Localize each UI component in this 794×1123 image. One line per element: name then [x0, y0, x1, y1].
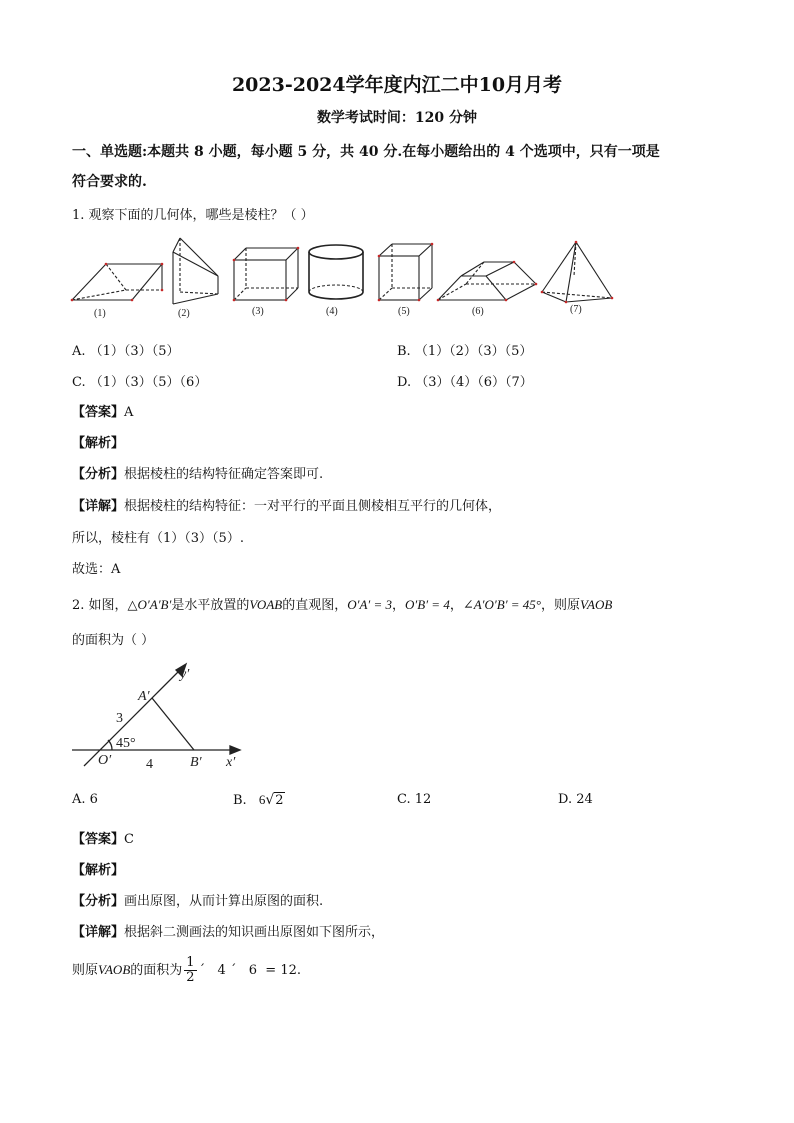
q1-stem: 1. 观察下面的几何体，哪些是棱柱？（ ） [72, 208, 314, 223]
q2-oblique-figure [68, 658, 258, 776]
q2-stem-line2: 的面积为（ ） [72, 633, 155, 648]
solid-5-prism [379, 244, 432, 300]
exam-time-subtitle: 数学考试时间：120 分钟 [316, 110, 478, 126]
q2-final-rest: ´ 4 ´ 6 = 12. [198, 963, 301, 978]
x-axis-arrow-icon [230, 746, 240, 754]
solid-label-5: (5) [398, 306, 410, 317]
solid-label-1: (1) [94, 308, 106, 319]
angle-arc [108, 740, 112, 750]
q2-option-b[interactable] [233, 792, 285, 808]
solid-3-cuboid [234, 248, 298, 300]
q2-stem-a: 2. 如图， [72, 598, 128, 613]
q2-fenxi-line [72, 890, 323, 909]
q2-sep1: ， [392, 598, 406, 613]
q2-detail-line [72, 921, 384, 940]
fenxi-tag: 【分析】 [72, 894, 125, 909]
q2-triangle-prime: △O′A′B′ [127, 597, 172, 612]
q1-answer: A [124, 405, 134, 420]
q2-answer: C [124, 832, 134, 847]
label-y-axis: y′ [180, 667, 190, 682]
answer-tag: 【答案】 [72, 832, 125, 847]
solid-7-pyramid [542, 242, 612, 302]
q2-stem-b: 是水平放置的 [171, 598, 250, 613]
page-title: 2023-2024学年度内江二中10月月考 [231, 74, 563, 96]
q1-option-a[interactable]: A. （1）（3）（5） [72, 344, 180, 359]
q1-option-b[interactable]: B. （1）（2）（3）（5） [397, 344, 533, 359]
sqrt-icon: √ [265, 792, 275, 808]
label-point-o: O′ [98, 753, 112, 768]
solid-label-7: (7) [570, 304, 582, 315]
q1-solids-figure [66, 234, 626, 324]
q2-option-b-prefix: B. [233, 793, 247, 808]
label-len-oa: 3 [116, 711, 123, 726]
q2-stem [72, 594, 612, 613]
q2-fenxi: 画出原图，从而计算出原图的面积. [124, 894, 324, 909]
q1-conclusion: 所以，棱柱有（1）（3）（5）. [72, 531, 244, 546]
q2-triangle-oab: VOAB [249, 597, 283, 612]
q2-stem-c: 的直观图， [282, 598, 348, 613]
solid-1-triangular-prism [72, 264, 162, 300]
q1-option-c[interactable]: C. （1）（3）（5）（6） [72, 375, 208, 390]
analysis-tag: 【解析】 [72, 436, 125, 451]
q2-final-b: 的面积为 [130, 963, 183, 978]
solid-4-cylinder [309, 245, 363, 299]
q1-analysis-tag [72, 432, 124, 451]
q1-fenxi-line [72, 463, 323, 482]
solid-2-frustum [173, 238, 218, 304]
answer-tag: 【答案】 [72, 405, 125, 420]
q1-option-d[interactable]: D. （3）（4）（6）（7） [397, 375, 533, 390]
q2-detail: 根据斜二测画法的知识画出原图如下图所示， [124, 925, 385, 940]
solid-6-trapezoidal-prism [438, 262, 536, 300]
solid-label-3: (3) [252, 306, 264, 317]
solid-label-2: (2) [178, 308, 190, 319]
q2-triangle-aob: VAOB [580, 597, 613, 612]
q2-final-aob: VAOB [98, 962, 131, 977]
solid-label-6: (6) [472, 306, 484, 317]
q1-detail: 根据棱柱的结构特征：一对平行的平面且侧棱相互平行的几何体， [124, 499, 502, 514]
q1-choose: 故选：A [72, 562, 121, 577]
detail-tag: 【详解】 [72, 499, 125, 514]
section-heading-cont: 符合要求的. [72, 174, 147, 190]
q2-option-d[interactable]: D. 24 [558, 792, 593, 807]
label-point-a: A′ [138, 689, 150, 704]
q1-fenxi: 根据棱柱的结构特征确定答案即可. [124, 467, 324, 482]
q2-option-b-radicand: 2 [275, 793, 284, 808]
q2-stem-d: ，则原 [541, 598, 581, 613]
label-len-ob: 4 [146, 757, 153, 772]
q2-cond-angle: ∠A′O′B′ = 45° [462, 597, 542, 612]
analysis-tag: 【解析】 [72, 863, 125, 878]
q2-option-c[interactable]: C. 12 [397, 792, 432, 807]
label-angle: 45° [116, 736, 136, 751]
solid-label-4: (4) [326, 306, 338, 317]
fraction-one-half [184, 956, 196, 985]
q2-final-a: 则原 [72, 963, 99, 978]
q2-option-b-coef: 6 [258, 792, 266, 807]
label-x-axis: x′ [226, 755, 236, 770]
q2-final-line [72, 956, 301, 985]
label-point-b: B′ [190, 755, 202, 770]
fraction-numerator: 1 [186, 955, 195, 970]
detail-tag: 【详解】 [72, 925, 125, 940]
fraction-denominator: 2 [186, 970, 195, 985]
q2-cond-ob: O′B′ = 4 [405, 597, 450, 612]
q2-sep2: ， [449, 598, 463, 613]
q1-detail-line [72, 495, 501, 514]
section-heading: 一、单选题:本题共 8 小题，每小题 5 分，共 40 分.在每小题给出的 4 个选项中，只有一项是 [72, 144, 660, 160]
q2-option-a[interactable]: A. 6 [72, 792, 98, 807]
segment-ab [152, 698, 194, 750]
q2-answer-line [72, 828, 134, 847]
q1-answer-line [72, 401, 133, 420]
fenxi-tag: 【分析】 [72, 467, 125, 482]
q2-cond-oa: O′A′ = 3 [347, 597, 393, 612]
q2-analysis-tag [72, 859, 124, 878]
